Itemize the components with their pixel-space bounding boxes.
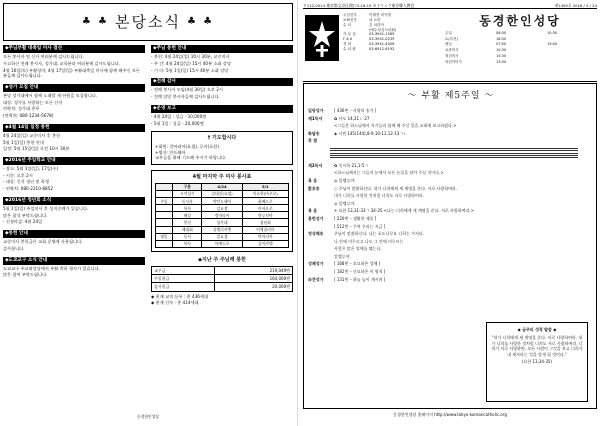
contact-value: 03-6912-6192	[369, 46, 395, 51]
issue-text: 제1459호 2016 / 4 / 24	[554, 3, 597, 8]
liturgy-subtext: <그들은 하느님께서 자기들과 함께 해 주신 일을 교회에 보고하였다.>	[334, 123, 457, 129]
staff-line	[330, 153, 578, 154]
liturgy-row	[308, 131, 594, 136]
section-line: 모든 봉사자 및 신자 여러분께 감사드립니다.	[3, 54, 84, 60]
schedule-cell: 김요셉	[202, 205, 242, 212]
liturgy-text: ◎ 알렐루야.	[334, 178, 356, 184]
section-body	[3, 93, 145, 119]
news-section	[151, 105, 293, 127]
staff-line	[330, 155, 578, 156]
mass-time-cell: 10:30	[547, 31, 558, 35]
liturgy-list	[308, 108, 594, 284]
contact-value: (예수성심시녀회)	[369, 27, 397, 32]
section-body	[3, 133, 145, 152]
news-header	[3, 3, 293, 41]
liturgy-label: 성체성가	[308, 261, 324, 267]
mass-time-cell: 13:00	[496, 59, 507, 64]
contact-label: 사 무 실	[343, 32, 356, 37]
quote-title: ◆ 금주의 성경 말씀 ◆	[517, 327, 557, 332]
liturgy-subtext: 나 안에 머무르고 나도 그 안에 머무르는	[334, 238, 404, 244]
mass-time-cell: 07:00	[496, 42, 507, 47]
liturgy-text: + 요한 13,31-33ㄱ.34-35 <나는 너희에게 새 계명을 준다. 서로 사랑하여라.>	[334, 208, 474, 214]
page-fold	[297, 0, 298, 426]
liturgy-subtext: [ 182번 – 신묘하온 이 영적 ]	[334, 268, 386, 274]
liturgy-label: 봉헌성가	[308, 215, 324, 221]
finance-amount: 164,000엔	[214, 275, 292, 283]
right-footer: 동경한인성당 홈페이지 http://www.tokyo-koreancatholic.org	[393, 412, 507, 417]
section-line: - 대상: 신자 청년 및 학생	[3, 179, 49, 185]
news-section	[3, 197, 145, 225]
table-row	[152, 275, 293, 283]
finance-note: ◆ 현재 신자 : 총 414세대	[151, 299, 199, 305]
schedule-cell: 독서	[173, 233, 202, 240]
finance-section	[151, 257, 293, 305]
quote-text: "내가 너희에게 새 계명을 준다. 서로 사랑하여라. 내가 너희를 사랑한 것처럼 너희도 서로 사랑하여라. 너희가 서로 사랑하면, 모든 사람이 그것을 보고 너희가 내 제자라는 것을 알게 될 것이다."	[491, 335, 583, 357]
table-row	[156, 190, 289, 197]
news-section	[3, 45, 145, 79]
staff-line	[330, 157, 578, 158]
finance-table	[151, 266, 293, 292]
liturgy-label: 파견성가	[308, 276, 324, 282]
schedule-cell: 정마리아	[202, 212, 242, 219]
liturgy-label: 환호송	[308, 185, 320, 191]
schedule-cell: 김엘리사벳	[202, 226, 242, 233]
liturgy-frame	[303, 83, 597, 409]
schedule-cell: 박마리아	[242, 233, 288, 240]
section-body	[3, 206, 145, 225]
mass-time-cell: 08:00	[496, 31, 507, 35]
finance-label: 교무금	[152, 266, 215, 274]
schedule-cell: 제대회	[173, 226, 202, 233]
quote-ref: (요한 13,34-35)	[521, 358, 553, 364]
prayer-line: +병자: 안드레아	[155, 149, 186, 155]
section-body	[3, 166, 145, 192]
ornament-icon: 〜	[484, 91, 495, 101]
finance-title: ◆지난 주 주님께 봉헌	[198, 256, 246, 263]
right-page	[303, 3, 597, 423]
liturgy-subtext: 알렐루야.	[334, 253, 351, 259]
mass-time-cell: 19:00	[547, 42, 558, 47]
ornament-icon: 〜	[407, 91, 418, 101]
section-line: - 연락처: 080-2310-8852	[3, 186, 54, 192]
schedule-header-cell: 5/1	[242, 183, 288, 190]
mass-time-cell: 평일	[445, 42, 452, 47]
schedule-title: 4월 마지막 주 미사 봉사표	[192, 174, 252, 181]
table-row	[156, 198, 289, 205]
contact-value: 김 마리아	[369, 22, 385, 27]
section-line: 일정: 5월 15일(일) 오전 10시 30분	[3, 146, 70, 152]
contact-value: 03-3941-1569	[369, 32, 395, 37]
schedule-header-cell: 구분	[173, 183, 202, 190]
section-line: 수고하신 전례 봉사자, 성가대, 교육분과 여러분께 감사드립니다.	[3, 60, 121, 66]
schedule-cell: 주일	[156, 198, 173, 205]
contact-label: F A X	[343, 37, 353, 42]
schedule-cell: 독서자	[173, 198, 202, 205]
liturgy-text: [ 220번 – 생활한 제물 ]	[334, 215, 377, 221]
finance-label: 주일헌금	[152, 275, 215, 283]
liturgy-row	[308, 116, 594, 121]
liturgy-text: [ 131번 – 하늘 높이 계시며 ]	[334, 276, 386, 282]
liturgy-text: ◈ 시편 145(144),8-9.10-11.12-13ㄱㄴ	[334, 130, 408, 136]
schedule-cell	[156, 205, 173, 212]
schedule-cell: 강요셉	[202, 233, 242, 240]
section-line: - 전례 담당 봉사자들께 감사드립니다.	[151, 94, 220, 100]
liturgy-label: 제1독서	[308, 115, 323, 121]
section-title: ◆전례 감사	[151, 78, 293, 86]
table-row	[156, 212, 289, 219]
staff-line	[330, 150, 578, 151]
liturgy-row	[308, 178, 594, 183]
finance-note: ◆ 현재 교적 등록 : 총 436세대	[151, 293, 209, 299]
liturgy-text: 주님이 말씀하신다. 나는 포도나무요 너희는 가지다.	[334, 231, 425, 237]
contact-value: 남 요한	[369, 17, 381, 22]
schedule-cell: 이베드로	[202, 240, 242, 247]
schedule-header-row	[156, 183, 289, 190]
section-line: - 장소: 5월 1일(일), 17일(수)	[3, 166, 59, 172]
section-title: ◆2016년 주일학교 안내	[3, 157, 145, 165]
divider	[303, 81, 597, 82]
contact-label: 수 녀 원	[343, 46, 356, 51]
schedule-cell: 해설	[173, 212, 202, 219]
mass-times	[445, 31, 595, 64]
schedule-cell: 김미카엘	[242, 240, 288, 247]
schedule-cell: 복사	[173, 240, 202, 247]
news-section	[151, 45, 293, 73]
schedule-cell: 이바오로	[242, 205, 288, 212]
schedule-header-cell	[156, 183, 173, 190]
schedule-cell: 이체칠리아	[242, 226, 288, 233]
section-title: ◆주님부활 대축일 미사 결산	[3, 45, 145, 53]
liturgy-row	[308, 277, 594, 282]
liturgy-subtext: 사람은 많은 열매를 맺는다.	[334, 246, 382, 252]
liturgy-row	[308, 108, 594, 113]
table-row	[156, 219, 289, 226]
contact-value: 03-3941-0239	[369, 37, 395, 42]
section-line: 도쿄교구 주교좌성당에서 부활 축하 행사가 있습니다.	[3, 265, 100, 271]
liturgy-label: 후 렴	[308, 138, 318, 144]
section-body	[3, 239, 145, 251]
liturgy-text: ✿ 묵시록 21,1-5ㄱ	[334, 162, 369, 168]
section-body	[151, 54, 293, 73]
schedule-cell: 이요한(바오로)	[242, 190, 288, 197]
schedule-cell	[156, 240, 173, 247]
liturgy-text: ✿ 사도 14,21ㄴ-27	[334, 115, 370, 121]
schedule-table	[155, 183, 289, 248]
section-title: ◆주님 봉헌 안내	[151, 45, 293, 53]
schedule-cell: 복사	[173, 205, 202, 212]
section-title: ◆봉헌 안내	[3, 230, 145, 238]
church-name: 동경한인성당	[479, 14, 561, 28]
left-page	[3, 3, 293, 423]
section-line: 4월 24일(일) 교중미사 후 봉헌	[3, 132, 61, 138]
schedule-box	[151, 170, 293, 252]
contact-value: 03-3941-4056	[369, 42, 395, 47]
masthead	[303, 11, 597, 81]
contact-label: 전 화	[343, 42, 352, 47]
section-body	[151, 114, 293, 126]
news-section	[3, 157, 145, 192]
section-line: 연락처: 성가대 총무	[3, 106, 40, 112]
section-line: - 4월 24일 : 성금 - 10,000엔	[151, 113, 207, 119]
contact-label: 수 녀	[343, 22, 352, 27]
section-line: - 시간: 오후 2시	[3, 172, 33, 178]
contact-label: 보좌신부	[343, 17, 357, 22]
address-bar	[303, 3, 597, 9]
news-section	[151, 78, 293, 100]
news-section	[3, 230, 145, 252]
section-line: 4월 16일(토) 부활성야, 4월 17일(일) 부활대축일 미사에 함께 해주신 모든 분들께 감사드립니다.	[3, 67, 140, 79]
clubs-icon: ♣ ♣	[81, 16, 110, 28]
schedule-cell	[156, 190, 173, 197]
section-body	[151, 87, 293, 99]
schedule-cell	[156, 212, 173, 219]
news-column-b	[151, 45, 293, 305]
section-line: 많은 참여 부탁드립니다.	[3, 272, 48, 278]
section-body	[3, 54, 145, 79]
contact-info	[343, 13, 443, 52]
mass-time-cell: 어린이미사	[445, 59, 462, 64]
mass-time-cell	[547, 60, 595, 65]
liturgy-row	[308, 231, 594, 236]
liturgy-row	[308, 186, 594, 191]
section-line: - 전례 봉사자 모임(4월 30일) 오후 2시	[151, 87, 223, 93]
news-title: 본당소식	[115, 12, 181, 31]
left-footer: 동경한인성당	[136, 414, 159, 419]
table-row	[156, 205, 289, 212]
prayer-box	[151, 131, 293, 165]
table-row	[156, 233, 289, 240]
mass-time-cell: 토(특전)	[445, 36, 458, 41]
table-row	[152, 266, 293, 274]
section-line: 5월 1일(일) 봉헌 안내	[3, 139, 44, 145]
liturgy-subtext: 내가 너희를 사랑한 것처럼 너희도 서로 사랑하여라.	[334, 193, 425, 199]
mass-time-cell: 청년미사	[445, 53, 459, 58]
schedule-header-cell: 4/24	[202, 183, 242, 190]
contact-value: 이태현 미카엘	[369, 13, 391, 17]
mass-time-cell: 18:00	[496, 36, 507, 41]
liturgy-row	[308, 208, 594, 213]
table-row	[156, 226, 289, 233]
section-line: - 주 간: 4월 24일(일) 15시 40분 소화 강당	[151, 60, 231, 66]
news-section	[3, 84, 145, 119]
section-title: ◆성가 모집 안내	[3, 84, 145, 92]
table-row	[152, 283, 293, 291]
section-line: - 봉헌: 4월 24일(일) 10시 30분, 교중미사	[151, 54, 230, 60]
schedule-cell: 청년회	[242, 219, 288, 226]
finance-amount: 20,000엔	[214, 283, 292, 291]
table-row	[156, 240, 289, 247]
liturgy-subtext: <하느님께서는 그들의 눈에서 모든 눈물을 닦아 주실 것이다.>	[334, 170, 444, 176]
prayer-line: 교우들을 위해 기도해 주시기 바랍니다.	[155, 155, 227, 161]
liturgy-subtext: ◎ 알렐루야.	[334, 200, 356, 206]
sunday-title-text: 부활 제5주일	[421, 91, 481, 101]
mass-time-cell: 10:30	[496, 48, 507, 53]
prayer-line: +회원: 갈바리아(요셉), 루카(요한)	[155, 144, 219, 150]
finance-label: 감사헌금	[152, 283, 215, 291]
liturgy-label: 복 음	[308, 178, 318, 184]
liturgy-text	[334, 138, 594, 143]
sunday-title	[304, 90, 597, 102]
liturgy-label: 화답송	[308, 130, 320, 136]
schedule-cell: 봉헌	[173, 219, 202, 226]
section-line: 교중미사 봉헌금은 교회 운영에 사용됩니다.	[3, 239, 83, 245]
section-line: 감사합니다.	[3, 245, 25, 251]
schedule-cell: 김대건(요셉)	[202, 190, 242, 197]
section-line: 5월 1일(일) 주일미사 후 성지순례가 있습니다.	[3, 206, 89, 212]
schedule-cell: 최베드로	[242, 198, 288, 205]
liturgy-row	[308, 138, 594, 143]
schedule-cell	[156, 226, 173, 233]
schedule-cell: 한루치아	[242, 212, 288, 219]
liturgy-label: 제2독서	[308, 162, 323, 168]
section-title: ◆4월 14일 일정 봉헌	[3, 124, 145, 132]
music-staff	[308, 146, 578, 160]
mass-time-cell	[547, 37, 595, 42]
section-line: (연락처: 080-1234-5678)	[3, 113, 54, 119]
schedule-cell	[156, 219, 173, 226]
schedule-cell: 시작성가	[173, 190, 202, 197]
liturgy-text: ○ 주님이 말씀하신다. 내가 너희에게 새 계명을 준다. 서로 사랑하여라.	[334, 185, 458, 191]
staff-line	[330, 148, 578, 149]
section-line: 본당 성가대에서 함께 노래할 새 단원을 모집합니다.	[3, 93, 98, 99]
contact-row	[343, 47, 443, 52]
schedule-cell: 박안드레아	[202, 198, 242, 205]
liturgy-row	[308, 163, 594, 168]
section-body	[3, 266, 145, 278]
liturgy-label: 입당성가	[308, 108, 324, 113]
section-title: ◆2016년 청년회 소식	[3, 197, 145, 205]
church-logo-icon	[305, 15, 339, 61]
mass-time-cell: 15:30	[496, 53, 507, 58]
contact-label: 주임신부	[343, 13, 357, 17]
liturgy-label: 영성체송	[308, 231, 324, 237]
news-section	[3, 124, 145, 152]
section-line: 대상: 성가를 사랑하는 모든 신자	[3, 99, 63, 105]
section-line: - 신청마감: 4월 24일	[3, 219, 43, 225]
section-line: - 5월 1일 : 성금 - 20,000엔	[151, 120, 204, 126]
liturgy-row	[308, 261, 594, 266]
clubs-icon: ♣ ♣	[186, 16, 215, 28]
scripture-quote	[486, 322, 588, 402]
prayer-title: † 기도합시다	[207, 135, 237, 142]
mass-time-cell: 주일	[445, 31, 452, 35]
liturgy-label: 복 음	[308, 208, 318, 214]
mass-time-cell	[547, 48, 595, 53]
schedule-cell: 성가대	[202, 219, 242, 226]
finance-amount: 219,049엔	[214, 266, 292, 274]
liturgy-text: [ 168번 – 오묘하온 성체 ]	[334, 261, 381, 267]
schedule-cell: 평일	[156, 233, 173, 240]
section-line: 많은 참석 부탁드립니다.	[3, 212, 48, 218]
liturgy-row	[308, 216, 594, 221]
address-text: 〒112-0014 東京都文京区関口3-16-15 カトリック東京韓人教会	[303, 3, 415, 8]
mass-time-cell	[547, 54, 595, 59]
section-title: ◆운영 보고	[151, 105, 293, 113]
mass-time-cell: 교중미사	[445, 48, 459, 53]
liturgy-text: [ 436번 – 사랑의 송가 ]	[334, 108, 377, 113]
news-section	[3, 257, 145, 279]
liturgy-subtext: [ 512번 – 주여 우리는 지금 ]	[334, 223, 386, 229]
section-title: ◆도쿄교구 소식 안내	[3, 257, 145, 265]
news-column-a	[3, 45, 145, 283]
section-line: - 기 타: 5월 1일(일) 15시 40분 소화 강당	[151, 67, 229, 73]
